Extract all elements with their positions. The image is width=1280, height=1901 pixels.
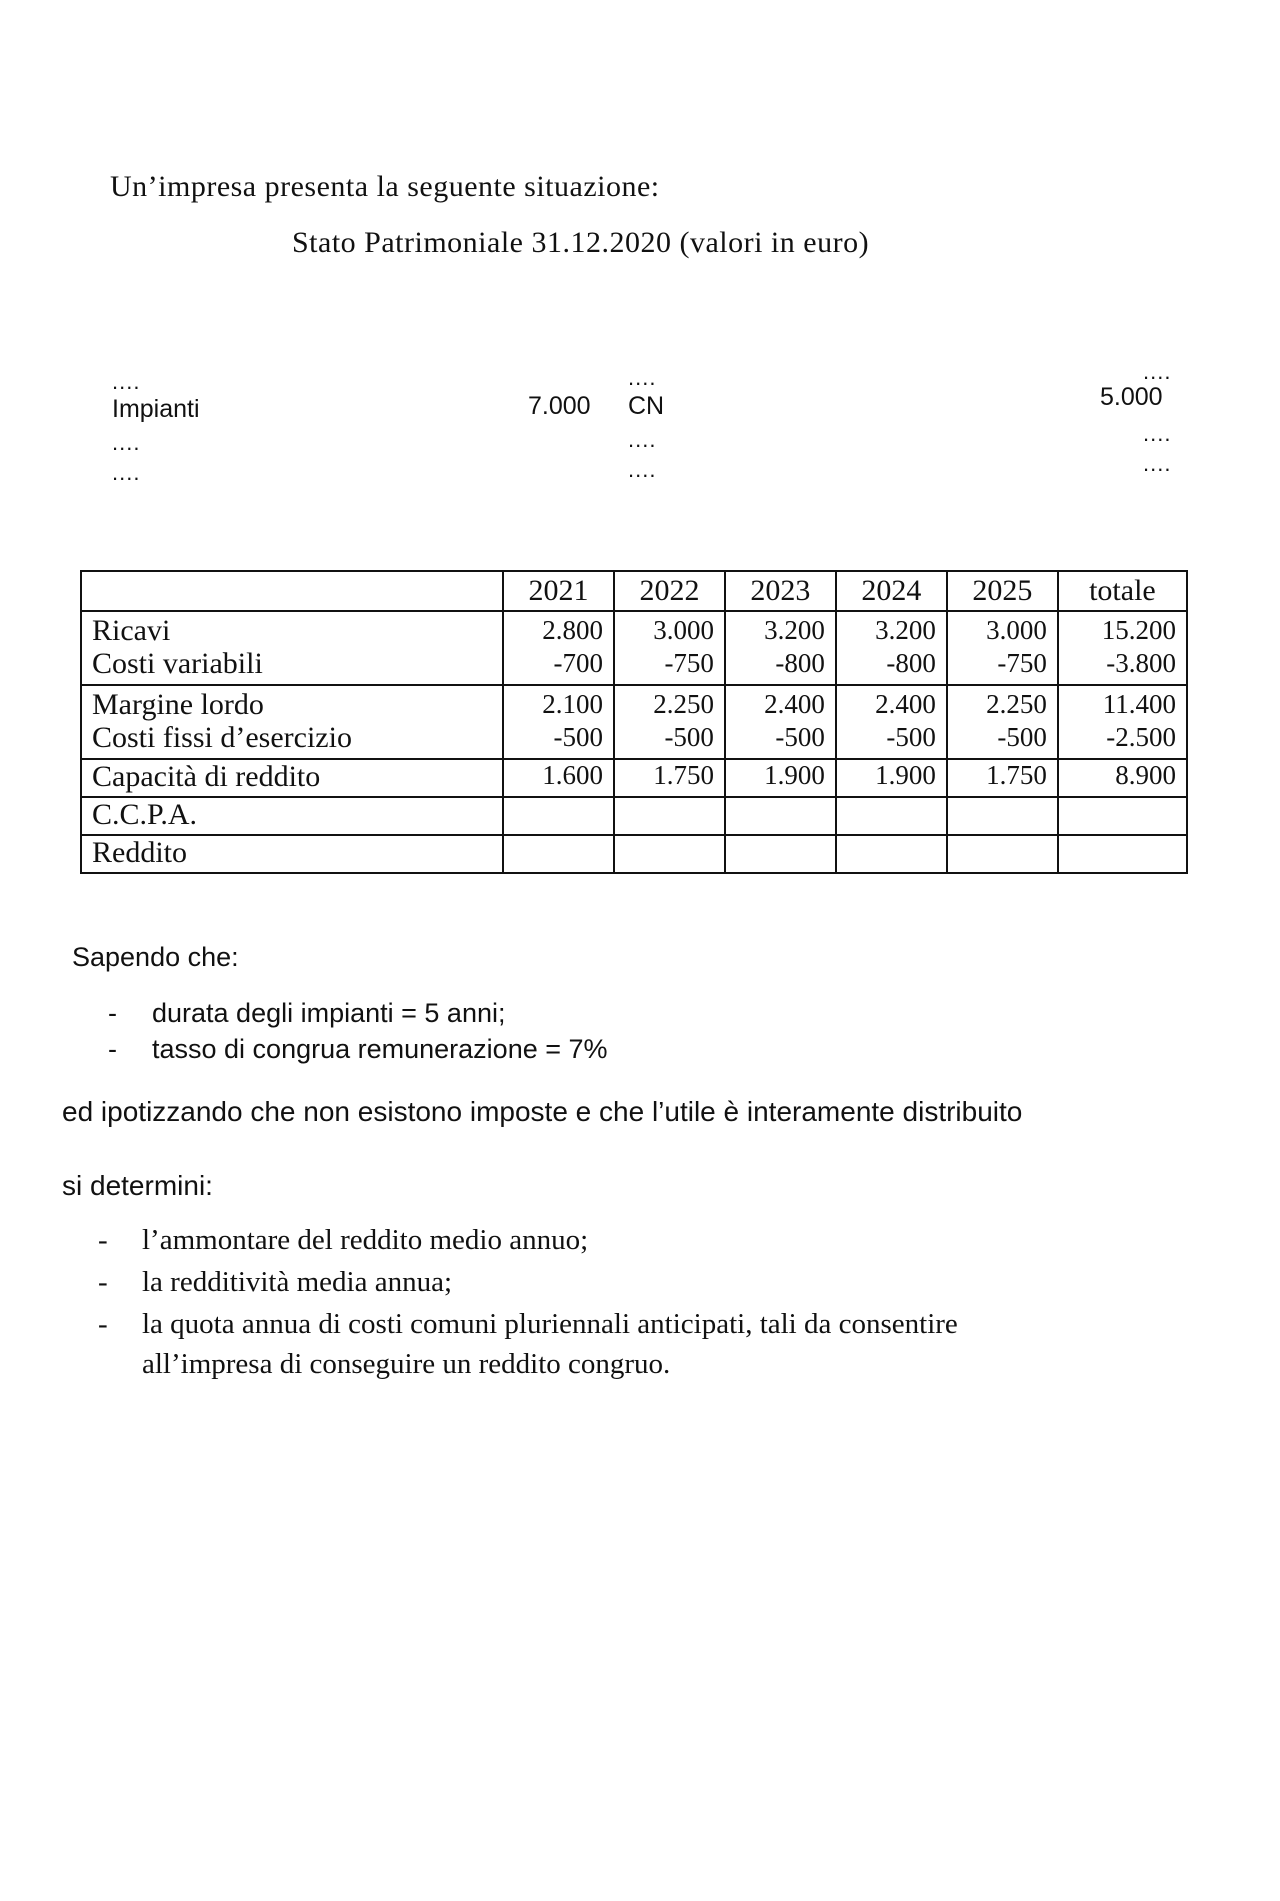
condition-item (108, 998, 505, 1029)
table-cell (836, 685, 947, 759)
total-header: totale (1058, 571, 1187, 611)
empty-cell (614, 835, 725, 873)
bs-dots-right-3: .... (1143, 451, 1172, 476)
table-cell (725, 685, 836, 759)
row-label-pair (81, 611, 503, 685)
capacita-value: 1.750 (614, 759, 725, 797)
costi-variabili-value: -800 (886, 648, 936, 678)
margine-lordo-value: 2.250 (986, 689, 1047, 719)
reddito-label: Reddito (81, 835, 503, 873)
year-header: 2025 (947, 571, 1058, 611)
empty-cell (836, 835, 947, 873)
costi-fissi-value: -500 (553, 722, 603, 752)
bs-dots-left-3: .... (112, 460, 141, 485)
empty-cell (947, 835, 1058, 873)
costi-variabili-value: -750 (664, 648, 714, 678)
condition-item (108, 1034, 608, 1065)
bs-impianti-value: 7.000 (528, 392, 591, 420)
task-item (98, 1224, 588, 1257)
capacita-value: 1.750 (947, 759, 1058, 797)
ricavi-value: 3.000 (653, 615, 714, 645)
ricavi-value: 3.000 (986, 615, 1047, 645)
bs-cn-value: 5.000 (1100, 383, 1163, 411)
ricavi-total: 15.200 (1101, 615, 1176, 645)
margine-lordo-value: 2.400 (875, 689, 936, 719)
task-continuation: all’impresa di conseguire un reddito congruo. (142, 1348, 671, 1380)
bs-dots-mid-2: .... (628, 427, 657, 452)
costi-fissi-total: -2.500 (1106, 722, 1176, 752)
ricavi-label: Ricavi (92, 614, 171, 647)
ricavi-value: 3.200 (875, 615, 936, 645)
table-cell (725, 611, 836, 685)
bs-dots-mid-3: .... (628, 457, 657, 482)
costi-fissi-value: -500 (997, 722, 1047, 752)
table-row-capacita (81, 759, 1187, 797)
table-cell (503, 685, 614, 759)
header-blank-cell (81, 571, 503, 611)
table-cell (614, 685, 725, 759)
determine-text: si determini: (62, 1170, 213, 1201)
costi-variabili-value: -800 (775, 648, 825, 678)
table-row-ccpa (81, 797, 1187, 835)
year-header: 2021 (503, 571, 614, 611)
costi-variabili-value: -750 (997, 648, 1047, 678)
table-row-margine-fissi (81, 685, 1187, 759)
capacita-label: Capacità di reddito (81, 759, 503, 797)
empty-cell (836, 797, 947, 835)
table-cell (947, 611, 1058, 685)
margine-lordo-total: 11.400 (1102, 689, 1176, 719)
balance-sheet-title: Stato Patrimoniale 31.12.2020 (valori in euro) (292, 226, 870, 259)
year-header: 2023 (725, 571, 836, 611)
bs-cn-label: CN (628, 392, 665, 420)
year-header: 2024 (836, 571, 947, 611)
bs-dots-left-2: .... (112, 430, 141, 455)
capacita-value: 1.900 (725, 759, 836, 797)
costi-fissi-value: -500 (886, 722, 936, 752)
year-header: 2022 (614, 571, 725, 611)
table-cell (503, 611, 614, 685)
task-text: la quota annua di costi comuni pluriennali anticipati, tali da consentire (142, 1308, 958, 1340)
empty-cell (947, 797, 1058, 835)
table-cell (1058, 685, 1187, 759)
empty-cell (503, 835, 614, 873)
dash-marker: - (108, 998, 117, 1028)
table-cell (614, 611, 725, 685)
empty-cell (1058, 797, 1187, 835)
empty-cell (725, 797, 836, 835)
income-table (80, 570, 1188, 874)
row-label-pair (81, 685, 503, 759)
costi-fissi-value: -500 (775, 722, 825, 752)
costi-variabili-total: -3.800 (1106, 648, 1176, 678)
bs-dots-mid-1: .... (628, 365, 657, 390)
margine-lordo-value: 2.250 (653, 689, 714, 719)
bs-dots-right-2: .... (1143, 421, 1172, 446)
task-text: l’ammontare del reddito medio annuo; (142, 1224, 589, 1256)
ricavi-value: 2.800 (542, 615, 603, 645)
bs-dots-right-1: .... (1143, 359, 1172, 384)
capacita-total: 8.900 (1058, 759, 1187, 797)
dash-marker: - (98, 1224, 108, 1256)
hypothesis-text: ed ipotizzando che non esistono imposte e che l’utile è interamente distribuito (62, 1096, 1023, 1127)
ccpa-label: C.C.P.A. (81, 797, 503, 835)
table-row-ricavi-costi (81, 611, 1187, 685)
bs-impianti-label: Impianti (112, 395, 200, 423)
table-cell (836, 611, 947, 685)
task-item (98, 1266, 452, 1299)
condition-text: durata degli impianti = 5 anni; (152, 998, 506, 1028)
costi-fissi-value: -500 (664, 722, 714, 752)
table-header-row (81, 571, 1187, 611)
empty-cell (725, 835, 836, 873)
task-item (98, 1308, 958, 1341)
capacita-value: 1.600 (503, 759, 614, 797)
table-cell (1058, 611, 1187, 685)
table-row-reddito (81, 835, 1187, 873)
margine-lordo-label: Margine lordo (92, 688, 264, 721)
dash-marker: - (108, 1034, 117, 1064)
ricavi-value: 3.200 (764, 615, 825, 645)
costi-variabili-value: -700 (553, 648, 603, 678)
bs-dots-left-1: .... (112, 369, 141, 394)
dash-marker: - (98, 1308, 108, 1340)
sapendo-heading: Sapendo che: (72, 942, 239, 972)
margine-lordo-value: 2.100 (542, 689, 603, 719)
task-text: la redditività media annua; (142, 1266, 453, 1298)
dash-marker: - (98, 1266, 108, 1298)
margine-lordo-value: 2.400 (764, 689, 825, 719)
table-cell (947, 685, 1058, 759)
intro-text: Un’impresa presenta la seguente situazione: (110, 170, 660, 203)
capacita-value: 1.900 (836, 759, 947, 797)
empty-cell (614, 797, 725, 835)
condition-text: tasso di congrua remunerazione = 7% (152, 1034, 608, 1064)
costi-fissi-label: Costi fissi d’esercizio (92, 721, 352, 754)
empty-cell (503, 797, 614, 835)
costi-variabili-label: Costi variabili (92, 647, 263, 680)
empty-cell (1058, 835, 1187, 873)
